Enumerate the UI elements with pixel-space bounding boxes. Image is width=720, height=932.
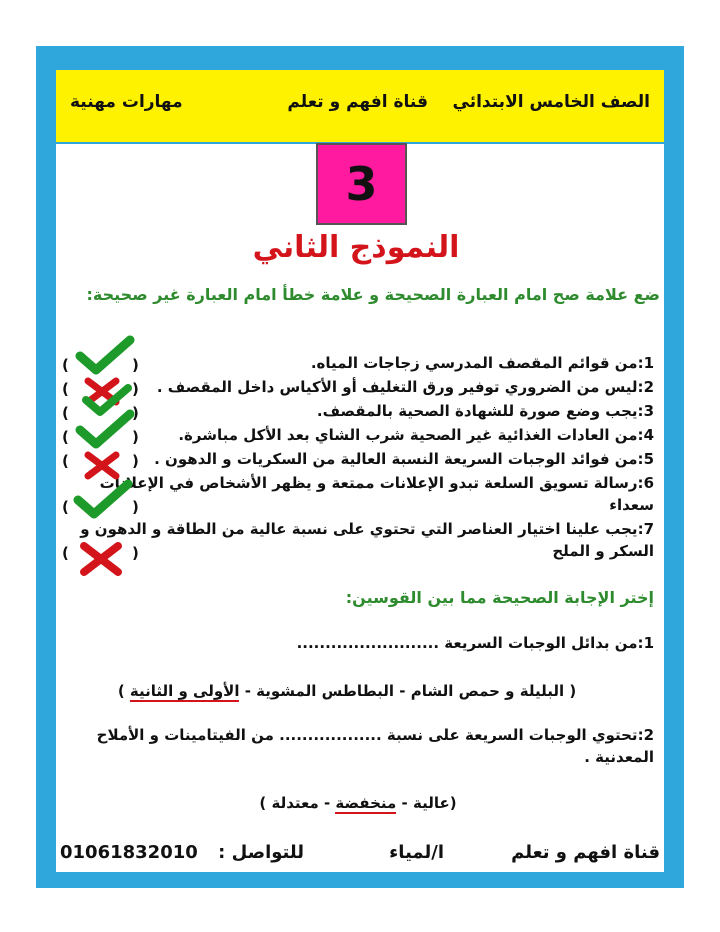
cross-icon (78, 540, 124, 578)
options-2-prefix: (عالية - (396, 794, 457, 812)
cross-icon (82, 450, 122, 480)
question-1: 1:من قوائم المقصف المدرسي زجاجات المياه. (310, 354, 654, 372)
paren-close-6: ) (132, 498, 139, 516)
footer-bar (36, 820, 684, 888)
fill-question-2: 2:تحتوي الوجبات السريعة على نسبة .................. من الفيتامينات و الأملاح (96, 726, 654, 744)
grade-label: الصف الخامس الابتدائي (452, 92, 650, 112)
question-7-continuation: السكر و الملح (552, 542, 654, 560)
question-6: 6:رسالة تسويق السلعة تبدو الإعلانات ممتعة و يظهر الأشخاص في الإعلانات (99, 474, 654, 492)
paren-close-2: ) (132, 380, 139, 398)
footer-channel: قناة افهم و تعلم (511, 842, 660, 863)
paren-open-1: ( (62, 356, 69, 374)
header-bar (56, 70, 664, 144)
options-2-answer: منخفضة (335, 794, 397, 812)
paren-open-7: ( (62, 544, 69, 562)
paren-open-6: ( (62, 498, 69, 516)
footer-phone: 01061832010 (60, 842, 198, 863)
paren-close-7: ) (132, 544, 139, 562)
check-icon (74, 334, 136, 376)
paren-close-1: ) (132, 356, 139, 374)
options-1-suffix: ) (117, 682, 130, 700)
channel-label: قناة افهم و تعلم (287, 92, 428, 112)
section2-instruction: إختر الإجابة الصحيحة مما بين القوسين: (345, 588, 654, 607)
paren-close-3: ) (132, 404, 139, 422)
fill-question-2-continuation: المعدنية . (584, 748, 654, 766)
question-5: 5:من فوائد الوجبات السريعة النسبة العالية من السكريات و الدهون . (154, 450, 654, 468)
fill-options-2 (208, 794, 508, 812)
question-7: 7:يجب علينا اختيار العناصر التي تحتوي على نسبة عالية من الطاقة و الدهون و (80, 520, 654, 538)
question-4: 4:من العادات الغذائية غير الصحية شرب الشاي بعد الأكل مباشرة. (178, 426, 654, 444)
options-1-answer: الأولى و الثانية (129, 682, 240, 700)
fill-options-1 (112, 682, 582, 700)
section1-instruction: ضع علامة صح امام العبارة الصحيحة و علامة خطأ امام العبارة غير صحيحة: (86, 285, 660, 304)
model-number-badge: 3 (316, 143, 407, 225)
paren-open-4: ( (62, 428, 69, 446)
model-title: النموذج الثاني (252, 230, 460, 265)
subject-label: مهارات مهنية (70, 92, 183, 112)
paren-close-4: ) (132, 428, 139, 446)
footer-contact-label: للتواصل : (218, 842, 304, 863)
question-2: 2:ليس من الضروري توفير ورق التغليف أو الأكياس داخل المقصف . (156, 378, 654, 396)
check-icon (74, 408, 136, 450)
question-6-continuation: سعداء (609, 496, 654, 514)
paren-close-5: ) (132, 452, 139, 470)
question-3: 3:يجب وضع صورة للشهادة الصحية بالمقصف. (316, 402, 654, 420)
paren-open-5: ( (62, 452, 69, 470)
paren-open-3: ( (62, 404, 69, 422)
footer-teacher: ا/لمياء (389, 842, 444, 863)
options-2-suffix: - معتدلة ) (259, 794, 336, 812)
paren-open-2: ( (62, 380, 69, 398)
options-1-prefix: ( البليلة و حمص الشام - البطاطس المشوية - (239, 682, 577, 700)
check-icon (72, 478, 134, 520)
fill-question-1: 1:من بدائل الوجبات السريعة ......................... (296, 634, 654, 652)
